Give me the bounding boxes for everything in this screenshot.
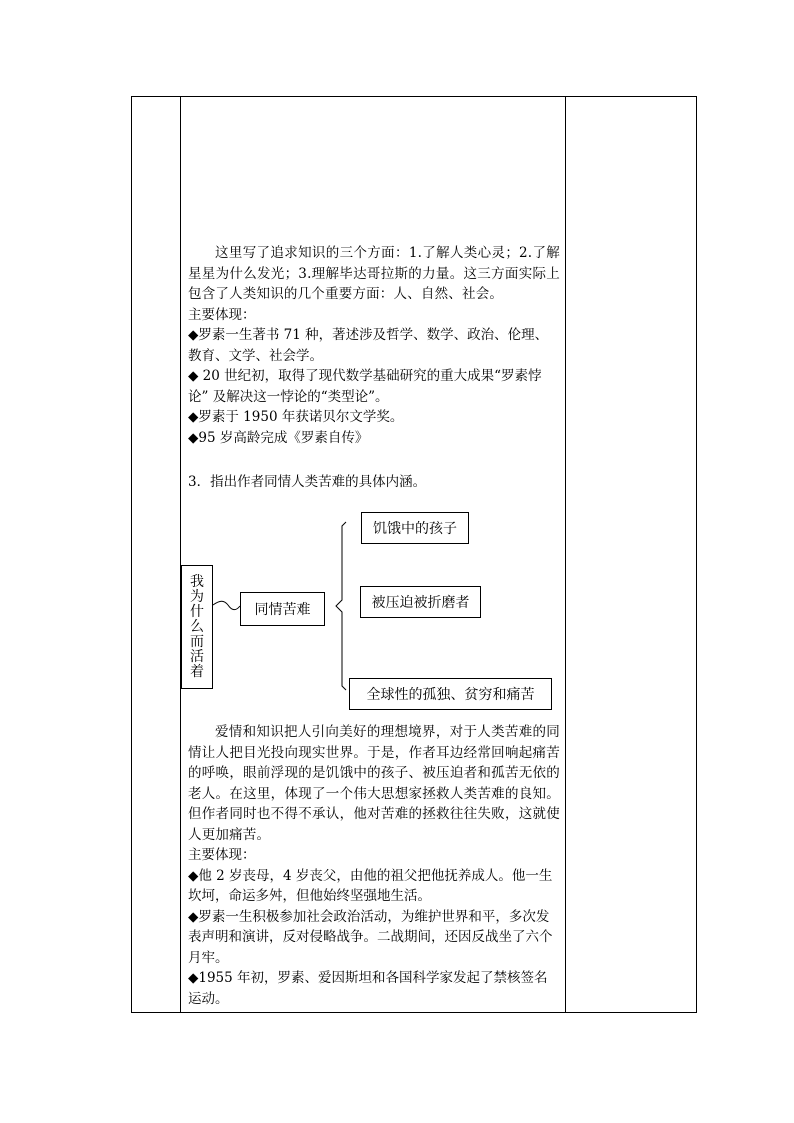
table-bottom-border	[131, 1012, 697, 1013]
root-char: 么	[190, 618, 204, 635]
knowledge-bullet: ◆罗素一生著书 71 种，著述涉及哲学、数学、政治、伦理、教育、文学、社会学。	[188, 327, 549, 364]
root-box	[181, 565, 213, 689]
root-char: 活	[190, 648, 204, 665]
middle-box: 同情苦难	[240, 592, 325, 626]
question-3	[188, 472, 560, 493]
branch-box-2: 被压迫被折磨者	[360, 586, 481, 618]
question-3-text: 3．指出作者同情人类苦难的具体内涵。	[188, 474, 427, 490]
root-char: 什	[190, 603, 204, 620]
table-divider-2	[565, 96, 566, 1012]
knowledge-bullet: ◆罗素于 1950 年获诺贝尔文学奖。	[188, 409, 404, 425]
root-char: 我	[190, 573, 204, 590]
suffering-bullet: ◆他 2 岁丧母，4 岁丧父，由他的祖父把他抚养成人。他一生坎坷，命运多舛，但他始终坚强地生活。	[188, 867, 553, 904]
table-divider-1	[180, 96, 181, 1012]
knowledge-section	[188, 243, 560, 448]
root-char: 着	[190, 663, 204, 680]
connector-root-to-middle	[213, 601, 240, 609]
suffering-section	[188, 722, 560, 1009]
suffering-bullet: ◆1955 年初，罗素、爱因斯坦和各国科学家发起了禁核签名运动。	[188, 970, 548, 1007]
root-char: 为	[190, 588, 204, 605]
suffering-heading: 主要体现：	[188, 847, 256, 863]
suffering-paragraph: 爱情和知识把人引向美好的理想境界，对于人类苦难的同情让人把目光投向现实世界。于是，作者耳边经常回响起痛苦的呼唤，眼前浮现的是饥饿中的孩子、被压迫者和孤苦无依的老人。在这里，体现了一个伟大思想家拯救人类苦难的良知。但作者同时也不得不承认，他对苦难的拯救往往失败，这就使人更加痛苦。	[188, 724, 560, 843]
root-char: 而	[190, 633, 204, 650]
knowledge-bullet: ◆95 岁高龄完成《罗素自传》	[188, 429, 369, 446]
knowledge-paragraph: 这里写了追求知识的三个方面：1.了解人类心灵；2.了解星星为什么发光；3.理解毕达哥拉斯的力量。这三方面实际上包含了人类知识的几个重要方面：人、自然、社会。	[188, 245, 560, 302]
table-top-border	[131, 96, 697, 97]
knowledge-heading: 主要体现：	[188, 306, 256, 323]
table-border-left	[131, 96, 132, 1012]
suffering-bullet: ◆罗素一生积极参加社会政治活动，为维护世界和平，多次发表声明和演讲，反对侵略战争。二战期间，还因反战坐了六个月牢。	[188, 908, 553, 966]
table-border-right	[696, 96, 697, 1012]
branch-box-1: 饥饿中的孩子	[361, 512, 469, 544]
knowledge-bullet: ◆ 20 世纪初，取得了现代数学基础研究的重大成果“罗素悖论” 及解决这一悖论的“类型论”。	[188, 368, 542, 405]
branch-box-3: 全球性的孤独、贫穷和痛苦	[349, 678, 552, 710]
brace	[336, 522, 346, 690]
